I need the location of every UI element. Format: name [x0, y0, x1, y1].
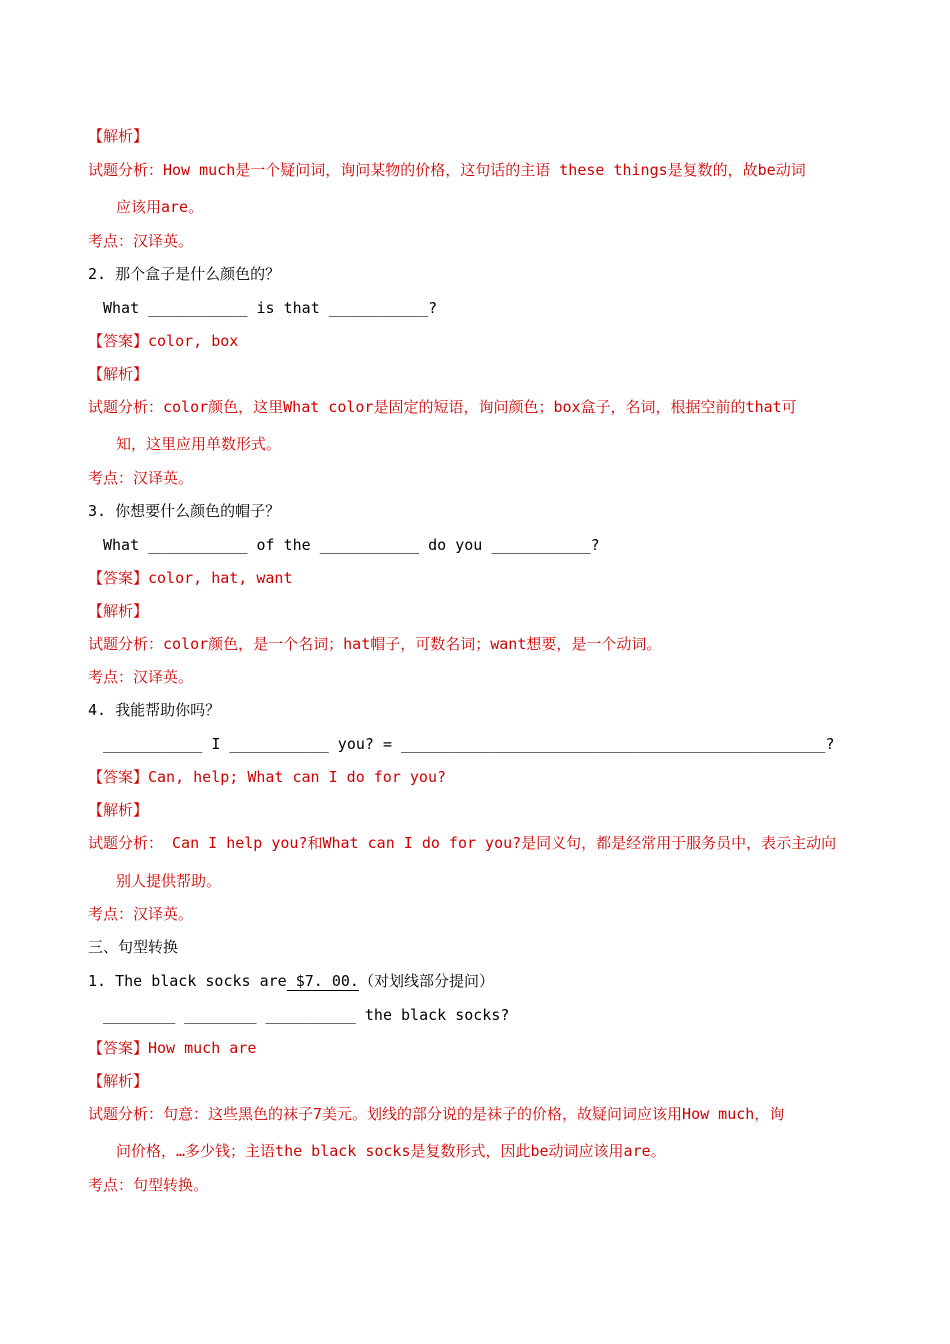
question-sentence: What ___________ of the ___________ do you ___________?: [103, 536, 600, 554]
underlined-part: $7. 00.: [286, 972, 359, 990]
answer-text: 【答案】color, box: [88, 332, 239, 350]
question-sentence: What ___________ is that ___________?: [103, 299, 438, 317]
jiexi-label: 【解析】: [88, 127, 149, 145]
analysis-text: 试题分析：color颜色，是一个名词；hat帽子，可数名词；want想要，是一个动词。: [88, 635, 662, 653]
analysis-text-cont: 别人提供帮助。: [116, 872, 222, 890]
analysis-text: 试题分析：句意：这些黑色的袜子7美元。划线的部分说的是袜子的价格，故疑问词应该用How much，询: [88, 1105, 785, 1123]
question-stem: 3. 你想要什么颜色的帽子？: [88, 502, 281, 520]
kaodian-label: 考点：汉译英。: [88, 905, 194, 923]
kaodian-label: 考点：汉译英。: [88, 469, 194, 487]
jiexi-label: 【解析】: [88, 801, 149, 819]
analysis-text-cont: 应该用are。: [116, 198, 204, 216]
question-stem: 4. 我能帮助你吗？: [88, 701, 221, 719]
question-sentence: ___________ I ___________ you? = _______________________________________________?: [103, 735, 835, 753]
section-heading: 三、句型转换: [88, 938, 179, 956]
answer-text: 【答案】How much are: [88, 1039, 257, 1057]
analysis-text: 试题分析： Can I help you?和What can I do for you?是同义句，都是经常用于服务员中，表示主动向: [88, 834, 837, 852]
analysis-text-cont: 知，这里应用单数形式。: [116, 435, 282, 453]
instruction-text: （对划线部分提问）: [358, 972, 494, 990]
stem-text: 1. The black socks are: [88, 972, 287, 990]
analysis-text: 试题分析：How much是一个疑问词，询问某物的价格，这句话的主语 these things是复数的，故be动词: [88, 161, 806, 179]
question-sentence: ________ ________ __________ the black socks?: [103, 1006, 510, 1024]
answer-text: 【答案】Can, help; What can I do for you?: [88, 768, 447, 786]
jiexi-label: 【解析】: [88, 1072, 149, 1090]
kaodian-label: 考点：汉译英。: [88, 232, 194, 250]
analysis-text: 试题分析：color颜色，这里What color是固定的短语，询问颜色；box盒子，名词，根据空前的that可: [88, 398, 797, 416]
jiexi-label: 【解析】: [88, 365, 149, 383]
kaodian-label: 考点：句型转换。: [88, 1176, 209, 1194]
answer-text: 【答案】color, hat, want: [88, 569, 293, 587]
kaodian-label: 考点：汉译英。: [88, 668, 194, 686]
question-stem: [88, 971, 494, 991]
analysis-text-cont: 问价格，…多少钱；主语the black socks是复数形式，因此be动词应该用are。: [116, 1142, 666, 1160]
jiexi-label: 【解析】: [88, 602, 149, 620]
question-stem: 2. 那个盒子是什么颜色的？: [88, 265, 281, 283]
